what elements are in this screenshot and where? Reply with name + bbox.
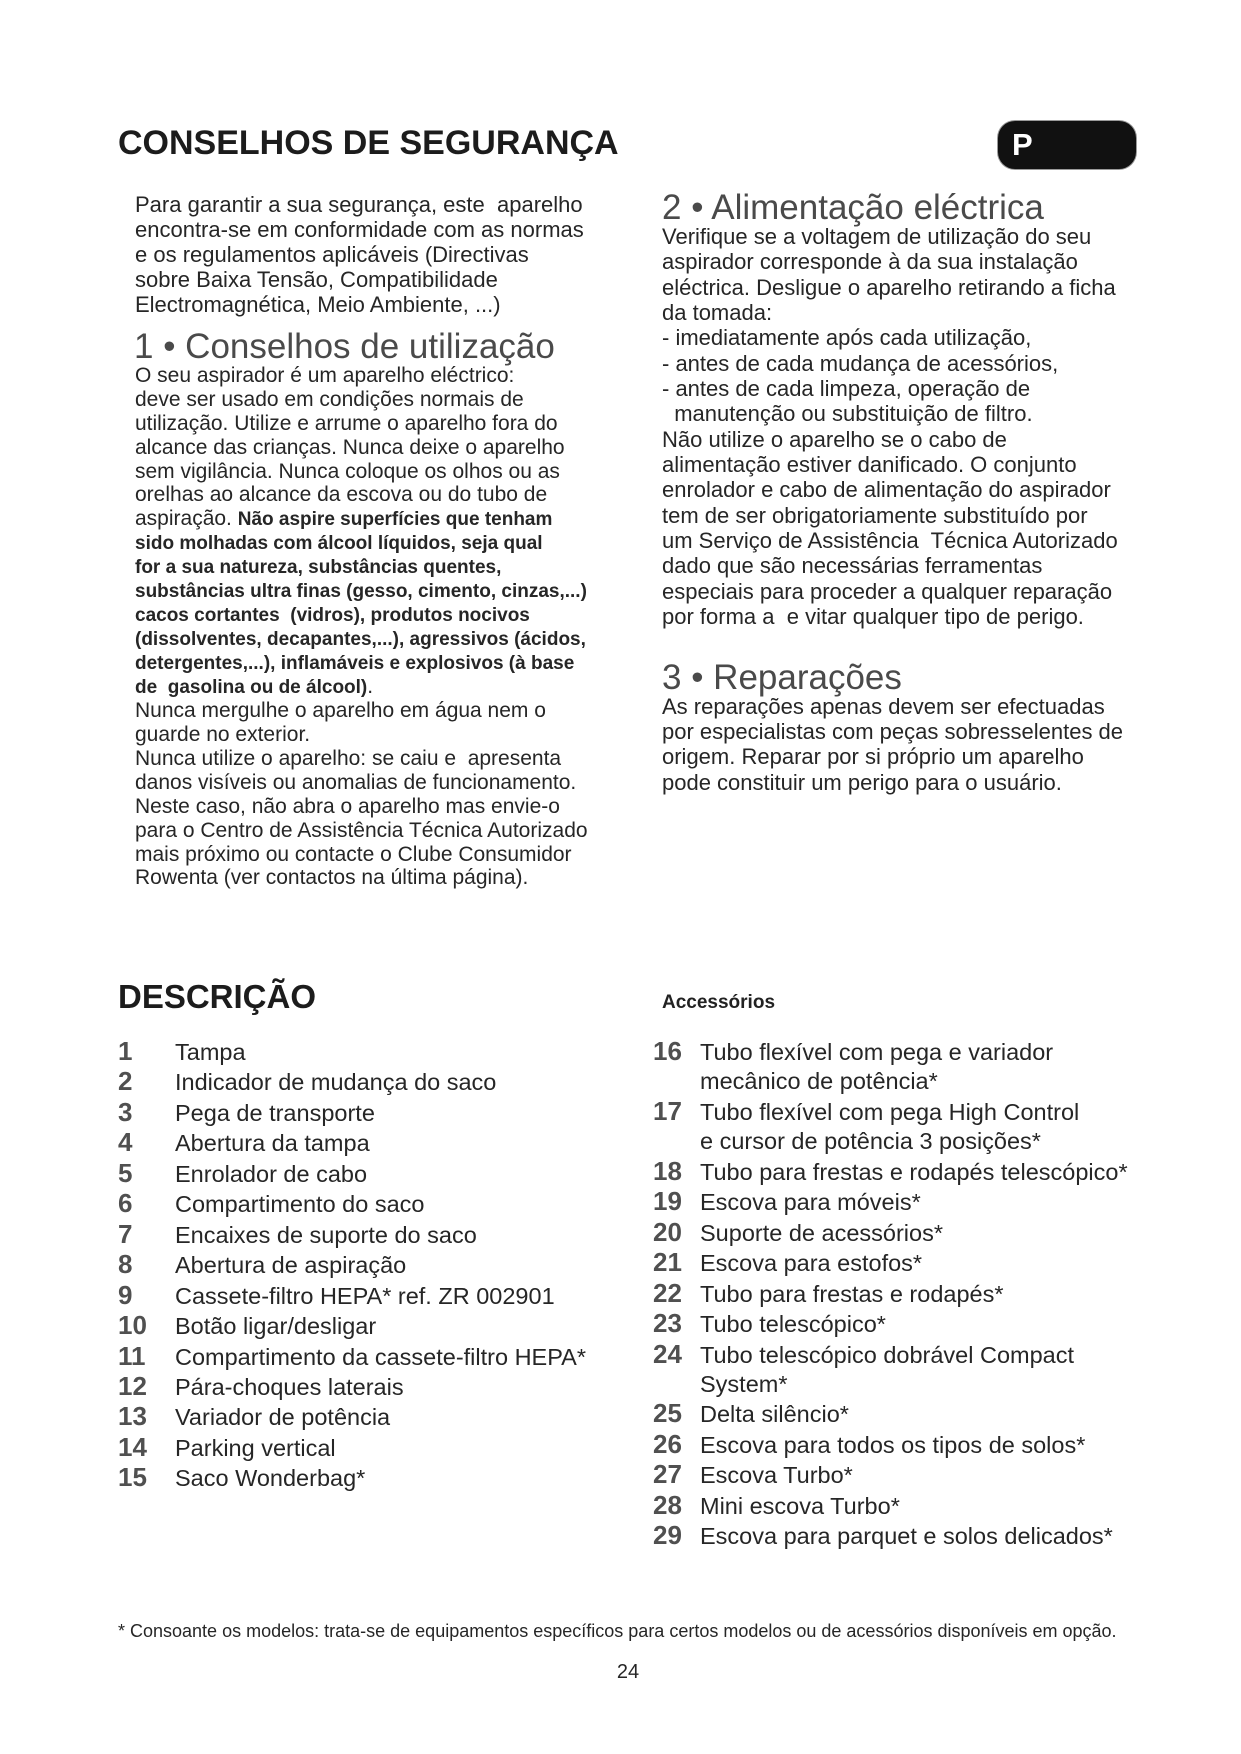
accessory-item xyxy=(653,1491,1213,1521)
accessory-number: 26 xyxy=(653,1428,682,1459)
part-number: 6 xyxy=(118,1188,133,1219)
part-label: Indicador de mudança do saco xyxy=(175,1069,497,1096)
accessory-label: Escova para estofos* xyxy=(700,1250,923,1277)
part-item xyxy=(118,1098,638,1128)
part-label: Abertura de aspiração xyxy=(175,1252,407,1279)
part-item xyxy=(118,1463,638,1493)
part-label: Parking vertical xyxy=(175,1434,336,1461)
accessories-title: Accessórios xyxy=(662,992,776,1013)
part-item xyxy=(118,1250,638,1280)
part-item xyxy=(118,1189,638,1219)
repairs-heading: 3 • Reparações xyxy=(662,658,902,697)
accessory-label: Escova Turbo* xyxy=(700,1462,853,1489)
accessory-item xyxy=(653,1187,1213,1217)
safety-intro: Para garantir a sua segurança, este aparelho encontra-se em conformidade com as normas e os regulamentos aplicáveis (Directivas sobre Baixa Tensão, Compatibilidade Electromagnética, Meio Ambiente, ...) xyxy=(135,192,584,317)
accessory-label: Tubo para frestas e rodapés telescópico* xyxy=(700,1158,1128,1185)
part-item xyxy=(118,1311,638,1341)
accessory-label: Tubo flexível com pega High Control e cursor de potência 3 posições* xyxy=(700,1098,1080,1155)
usage-heading: 1 • Conselhos de utilização xyxy=(134,327,555,366)
accessory-label: Tubo para frestas e rodapés* xyxy=(700,1280,1004,1307)
accessory-label: Tubo telescópico* xyxy=(700,1311,886,1338)
part-number: 8 xyxy=(118,1249,133,1280)
repairs-paragraph: As reparações apenas devem ser efectuadas por especialistas com peças sobresselentes de origem. Reparar por si próprio um aparelho pode constituir um perigo para o usuário. xyxy=(662,694,1124,795)
part-number: 4 xyxy=(118,1127,133,1158)
accessory-item xyxy=(653,1309,1213,1339)
part-label: Variador de potência xyxy=(175,1404,391,1431)
part-item xyxy=(118,1372,638,1402)
part-label: Abertura da tampa xyxy=(175,1130,370,1157)
part-number: 15 xyxy=(118,1462,147,1493)
accessory-number: 27 xyxy=(653,1459,682,1490)
accessory-label: Escova para parquet e solos delicados* xyxy=(700,1523,1113,1550)
accessory-item xyxy=(653,1340,1213,1400)
language-badge xyxy=(998,121,1136,169)
usage-text: O seu aspirador é um aparelho eléctrico: deve ser usado em condições normais de utilização. Utilize e arrume o aparelho fora do alcance das crianças. Nunca deixe o aparelho sem vigilância. Nunca coloque os olhos ou as orelhas ao alcance da escova ou do tubo de aspiração. xyxy=(135,364,565,531)
accessory-item xyxy=(653,1430,1213,1460)
part-number: 13 xyxy=(118,1401,147,1432)
part-label: Enrolador de cabo xyxy=(175,1160,368,1187)
usage-text-continued: . Nunca mergulhe o aparelho em água nem o guarde no exterior. Nunca utilize o aparelho: se caiu e apresenta danos visíveis ou anomalias de funcionamento. Neste caso, não abra o aparelho mas envie-o para o Centro de Assistência Técnica Autorizado mais próximo ou contacte o Clube Consumidor Rowenta (ver contactos na última página). xyxy=(135,675,588,890)
part-number: 3 xyxy=(118,1096,133,1127)
accessory-number: 28 xyxy=(653,1489,682,1520)
usage-paragraph xyxy=(135,364,655,890)
accessory-number: 24 xyxy=(653,1338,682,1369)
footnote: * Consoante os modelos: trata-se de equipamentos específicos para certos modelos ou de acessórios disponíveis em opção. xyxy=(118,1621,1117,1641)
accessory-number: 19 xyxy=(653,1186,682,1217)
power-paragraph: Verifique se a voltagem de utilização do seu aspirador corresponde à da sua instalação eléctrica. Desligue o aparelho retirando a ficha da tomada: - imediatamente após cada utilização, - antes de cada mudança de acessórios, - antes de cada limpeza, operação de manutenção ou substituição de filtro. Não utilize o aparelho se o cabo de alimentação estiver danificado. O conjunto enrolador e cabo de alimentação do aspirador tem de ser obrigatoriamente substituído por um Serviço de Assistência Técnica Autorizado dado que são necessárias ferramentas especiais para proceder a qualquer reparação por forma a e vitar qualquer tipo de perigo. xyxy=(662,224,1118,630)
part-number: 5 xyxy=(118,1157,133,1188)
part-label: Compartimento da cassete-filtro HEPA* xyxy=(175,1343,586,1370)
part-item xyxy=(118,1067,638,1097)
power-heading: 2 • Alimentação eléctrica xyxy=(662,188,1044,227)
part-item xyxy=(118,1402,638,1432)
accessory-item xyxy=(653,1218,1213,1248)
part-number: 7 xyxy=(118,1218,133,1249)
accessory-label: Escova para móveis* xyxy=(700,1189,921,1216)
usage-warning-bold: Não aspire superfícies que tenham sido molhadas com álcool líquidos, seja qual for a sua natureza, substâncias quentes, substâncias ultra finas (gesso, cimento, cinzas,...) cacos cortantes (vidros), produtos nocivos (dissolventes, decapantes,...), agressivos (ácidos, detergentes,...), inflamáveis e explosivos (à base de gasolina ou de álcool) xyxy=(135,509,587,699)
part-label: Cassete-filtro HEPA* ref. ZR 002901 xyxy=(175,1282,555,1309)
part-number: 9 xyxy=(118,1279,133,1310)
part-item xyxy=(118,1433,638,1463)
accessory-number: 22 xyxy=(653,1277,682,1308)
language-badge-letter: P xyxy=(1012,127,1033,162)
part-item xyxy=(118,1342,638,1372)
accessory-label: Tubo telescópico dobrável Compact System* xyxy=(700,1341,1075,1397)
accessory-item xyxy=(653,1248,1213,1278)
part-number: 10 xyxy=(118,1310,147,1341)
accessory-number: 21 xyxy=(653,1247,682,1278)
accessory-item xyxy=(653,1097,1213,1157)
part-number: 14 xyxy=(118,1431,147,1462)
part-label: Tampa xyxy=(175,1039,246,1065)
parts-list xyxy=(118,1037,638,1494)
accessory-number: 16 xyxy=(653,1036,682,1066)
part-item xyxy=(118,1128,638,1158)
page-number: 24 xyxy=(616,1661,640,1683)
part-number: 1 xyxy=(118,1036,133,1066)
part-label: Saco Wonderbag* xyxy=(175,1465,366,1492)
accessory-item xyxy=(653,1399,1213,1429)
part-item xyxy=(118,1037,638,1067)
part-number: 2 xyxy=(118,1066,133,1097)
part-item xyxy=(118,1220,638,1250)
accessory-number: 29 xyxy=(653,1520,682,1551)
accessory-item xyxy=(653,1037,1213,1097)
part-item xyxy=(118,1281,638,1311)
safety-title: CONSELHOS DE SEGURANÇA xyxy=(118,124,619,162)
description-title: DESCRIÇÃO xyxy=(118,978,317,1015)
part-label: Botão ligar/desligar xyxy=(175,1313,377,1340)
accessory-label: Delta silêncio* xyxy=(700,1401,849,1428)
part-number: 12 xyxy=(118,1370,147,1401)
accessory-item xyxy=(653,1521,1213,1551)
part-label: Encaixes de suporte do saco xyxy=(175,1221,477,1248)
accessory-item xyxy=(653,1157,1213,1187)
accessory-number: 17 xyxy=(653,1095,682,1126)
part-number: 11 xyxy=(118,1340,146,1371)
accessory-label: Tubo flexível com pega e variador mecânico de potência* xyxy=(700,1039,1054,1095)
accessory-item xyxy=(653,1279,1213,1309)
part-label: Compartimento do saco xyxy=(175,1191,425,1218)
part-label: Pára-choques laterais xyxy=(175,1373,404,1400)
accessories-list xyxy=(653,1037,1213,1552)
accessory-label: Escova para todos os tipos de solos* xyxy=(700,1431,1086,1458)
accessory-number: 23 xyxy=(653,1308,682,1339)
accessory-number: 20 xyxy=(653,1216,682,1247)
part-item xyxy=(118,1159,638,1189)
accessory-label: Suporte de acessórios* xyxy=(700,1219,943,1246)
accessory-number: 25 xyxy=(653,1398,682,1429)
part-label: Pega de transporte xyxy=(175,1099,375,1126)
accessory-number: 18 xyxy=(653,1155,682,1186)
accessory-label: Mini escova Turbo* xyxy=(700,1492,900,1519)
accessory-item xyxy=(653,1460,1213,1490)
